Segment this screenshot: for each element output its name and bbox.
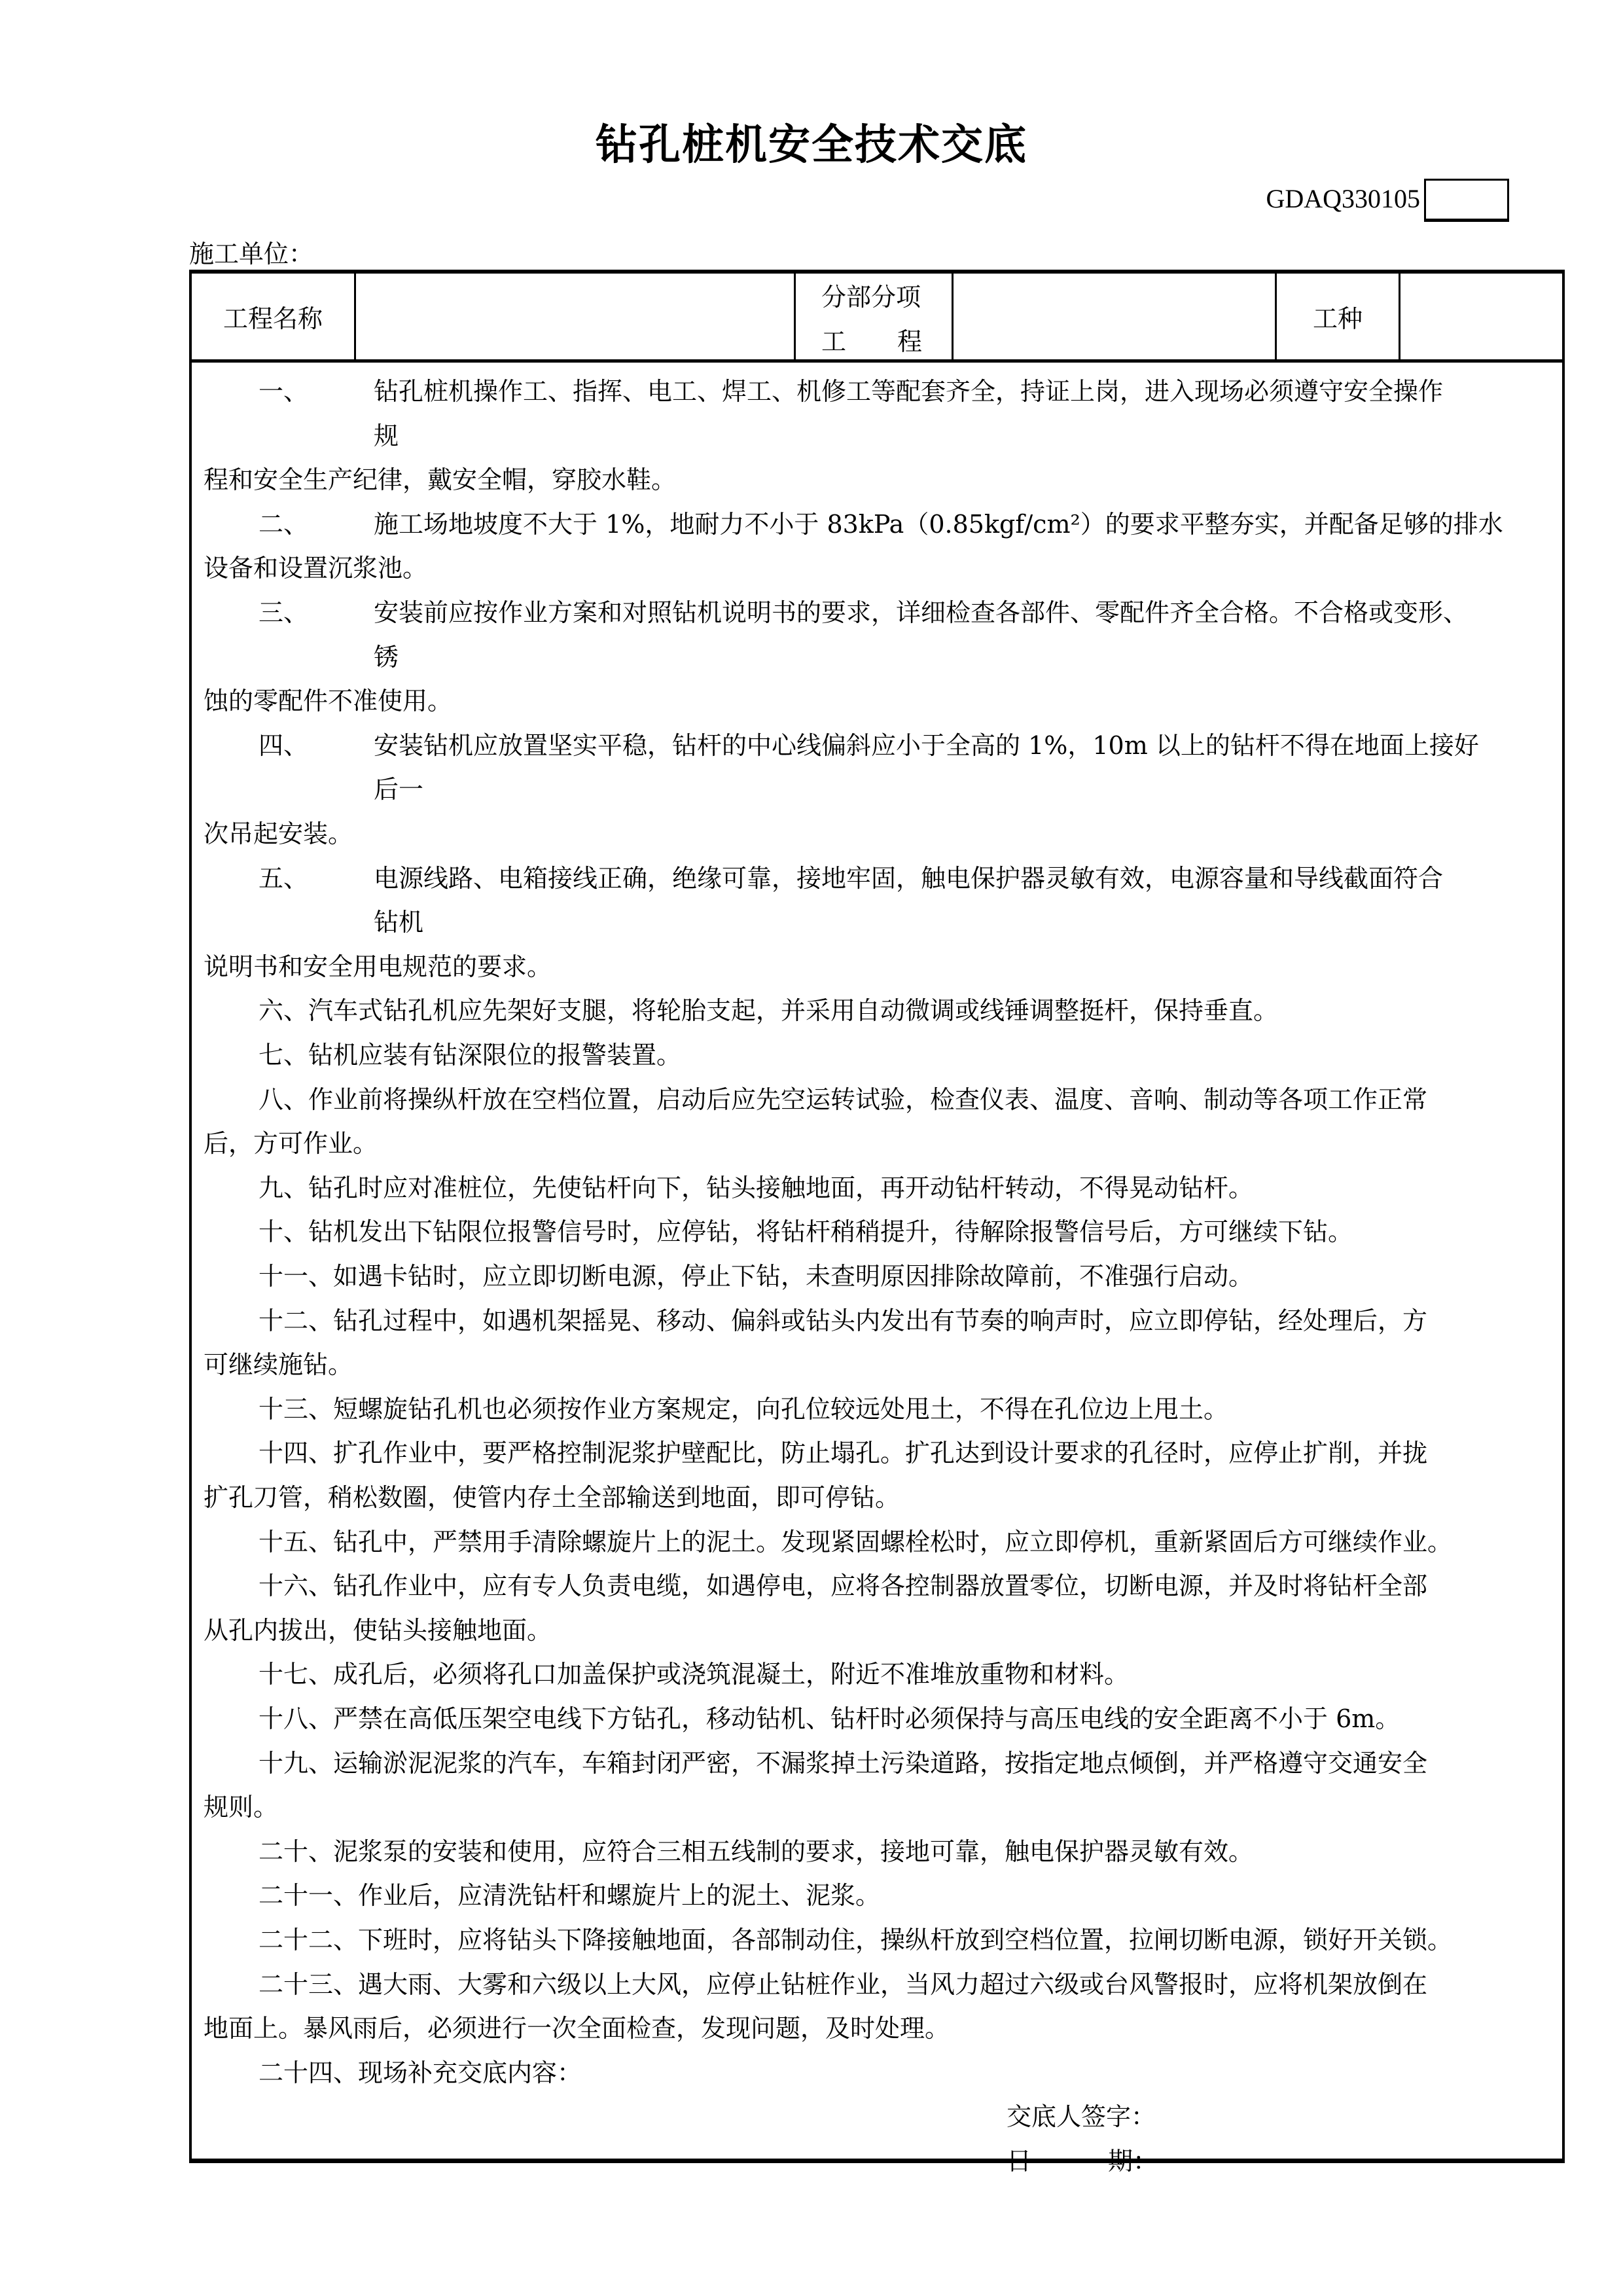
item-text: 十九、运输淤泥泥浆的汽车，车箱封闭严密，不漏浆掉土污染道路，按指定地点倾倒，并严格遵守交通安全 <box>259 1748 1428 1778</box>
item-text: 二十一、作业后，应清洗钻杆和螺旋片上的泥土、泥浆。 <box>259 1881 881 1910</box>
work-type-field[interactable] <box>1400 274 1562 359</box>
item-text-continuation: 扩孔刀管，稍松数圈，使管内存土全部输送到地面，即可停钻。 <box>204 1483 901 1512</box>
item-text: 安装前应按作业方案和对照钻机说明书的要求，详细检查各部件、零配件齐全合格。不合格或变形、 <box>374 598 1469 627</box>
item-text-continuation: 后，方可作业。 <box>204 1129 378 1158</box>
construction-unit-label: 施工单位： <box>189 240 314 268</box>
item-text-continuation: 次吊起安装。 <box>204 819 353 848</box>
document-code: GDAQ330105 <box>1266 184 1420 213</box>
item-text: 二十二、下班时，应将钻头下降接触地面，各部制动住，操纵杆放到空档位置，拉闸切断电源，锁好开关锁。 <box>259 1926 1453 1954</box>
item-text: 十八、严禁在高低压架空电线下方钻孔，移动钻机、钻杆时必须保持与高压电线的安全距离不小于 6m。 <box>259 1704 1400 1733</box>
item-text-continuation: 地面上。暴风雨后，必须进行一次全面检查，发现问题，及时处理。 <box>204 2014 950 2043</box>
item-text-continuation: 程和安全生产纪律，戴安全帽，穿胶水鞋。 <box>204 465 677 495</box>
item-text: 十一、如遇卡钻时，应立即切断电源，停止下钻，未查明原因排除故障前，不准强行启动。 <box>259 1262 1254 1291</box>
item-text: 十四、扩孔作业中，要严格控制泥浆护壁配比，防止塌孔。扩孔达到设计要求的孔径时，应停止扩削，并拢 <box>259 1439 1428 1468</box>
item-number: 五、 <box>259 863 309 893</box>
item-text: 钻孔桩机操作工、指挥、电工、焊工、机修工等配套齐全，持证上岗，进入现场必须遵守安全操作 <box>374 377 1444 406</box>
item-number: 三、 <box>259 598 309 627</box>
item-text: 十二、钻孔过程中，如遇机架摇晃、移动、偏斜或钻头内发出有节奏的响声时，应立即停钻，经处理后，方 <box>259 1306 1428 1335</box>
item-text: 电源线路、电箱接线正确，绝缘可靠，接地牢固，触电保护器灵敏有效，电源容量和导线截面符合 <box>374 863 1444 893</box>
header-row <box>192 274 1562 363</box>
disclosure-table <box>189 270 1565 2176</box>
item-text: 七、钻机应装有钻深限位的报警装置。 <box>259 1041 682 1069</box>
item-text-wrap: 钻机 <box>374 908 424 937</box>
sub-project-label-line1: 分部分项 <box>821 283 921 312</box>
project-name-label: 工程名称 <box>223 304 323 333</box>
work-type-label: 工种 <box>1312 304 1363 333</box>
item-text: 十五、钻孔中，严禁用手清除螺旋片上的泥土。发现紧固螺栓松时，应立即停机，重新紧固后方可继续作业。 <box>259 1527 1453 1556</box>
sub-project-label-char1: 工 <box>821 327 847 356</box>
item-text: 六、汽车式钻孔机应先架好支腿，将轮胎支起，并采用自动微调或线锤调整挺杆，保持垂直。 <box>259 996 1279 1026</box>
item-text: 二十三、遇大雨、大雾和六级以上大风，应停止钻桩作业，当风力超过六级或台风警报时，应将机架放倒在 <box>259 1969 1428 1999</box>
item-text-continuation: 设备和设置沉浆池。 <box>204 554 428 583</box>
item-text: 八、作业前将操纵杆放在空档位置，启动后应先空运转试验，检查仪表、温度、音响、制动等各项工作正常 <box>259 1085 1428 1114</box>
document-title: 钻孔桩机安全技术交底 <box>596 121 1027 170</box>
item-text: 施工场地坡度不大于 1%，地耐力不小于 83kPa（0.85kgf/cm²）的要求平整夯实，并配备足够的排水 <box>374 509 1503 539</box>
item-text-continuation: 规则。 <box>204 1793 279 1822</box>
date-label-char2: 期： <box>1108 2147 1158 2176</box>
sub-project-field[interactable] <box>954 274 1275 359</box>
item-number: 一、 <box>259 377 309 406</box>
item-text-wrap: 后一 <box>374 775 424 804</box>
item-number: 四、 <box>259 730 309 760</box>
date-label-char1: 日 <box>1007 2147 1032 2176</box>
item-text-continuation: 说明书和安全用电规范的要求。 <box>204 952 552 981</box>
disclosure-content <box>192 363 1562 2176</box>
sub-project-label <box>796 274 952 359</box>
item-text: 九、钻孔时应对准桩位，先使钻杆向下，钻头接触地面，再开动钻杆转动，不得晃动钻杆。 <box>259 1173 1254 1202</box>
item-text: 二十四、现场补充交底内容： <box>259 2058 582 2087</box>
item-text-continuation: 可继续施钻。 <box>204 1350 353 1380</box>
item-text: 十六、钻孔作业中，应有专人负责电缆，如遇停电，应将各控制器放置零位，切断电源，并及时将钻杆全部 <box>259 1571 1428 1601</box>
code-suffix-box[interactable] <box>1424 179 1509 222</box>
item-text-continuation: 从孔内拔出，使钻头接触地面。 <box>204 1615 552 1645</box>
item-text-wrap: 锈 <box>374 642 399 672</box>
item-text-continuation: 蚀的零配件不准使用。 <box>204 687 453 716</box>
item-text: 安装钻机应放置坚实平稳，钻杆的中心线偏斜应小于全高的 1%，10m 以上的钻杆不得在地面上接好 <box>374 730 1479 760</box>
item-number: 二、 <box>259 509 309 539</box>
item-text: 十七、成孔后，必须将孔口加盖保护或浇筑混凝土，附近不准堆放重物和材料。 <box>259 1660 1130 1689</box>
item-text-wrap: 规 <box>374 421 399 450</box>
item-text: 二十、泥浆泵的安装和使用，应符合三相五线制的要求，接地可靠，触电保护器灵敏有效。 <box>259 1837 1254 1866</box>
project-name-field[interactable] <box>356 274 794 359</box>
sub-project-label-char2: 程 <box>897 327 923 356</box>
item-text: 十三、短螺旋钻孔机也必须按作业方案规定，向孔位较远处甩土，不得在孔位边上甩土。 <box>259 1394 1229 1424</box>
signature-label: 交底人签字： <box>1007 2102 1156 2132</box>
item-text: 十、钻机发出下钻限位报警信号时，应停钻，将钻杆稍稍提升，待解除报警信号后，方可继续下钻。 <box>259 1217 1353 1247</box>
